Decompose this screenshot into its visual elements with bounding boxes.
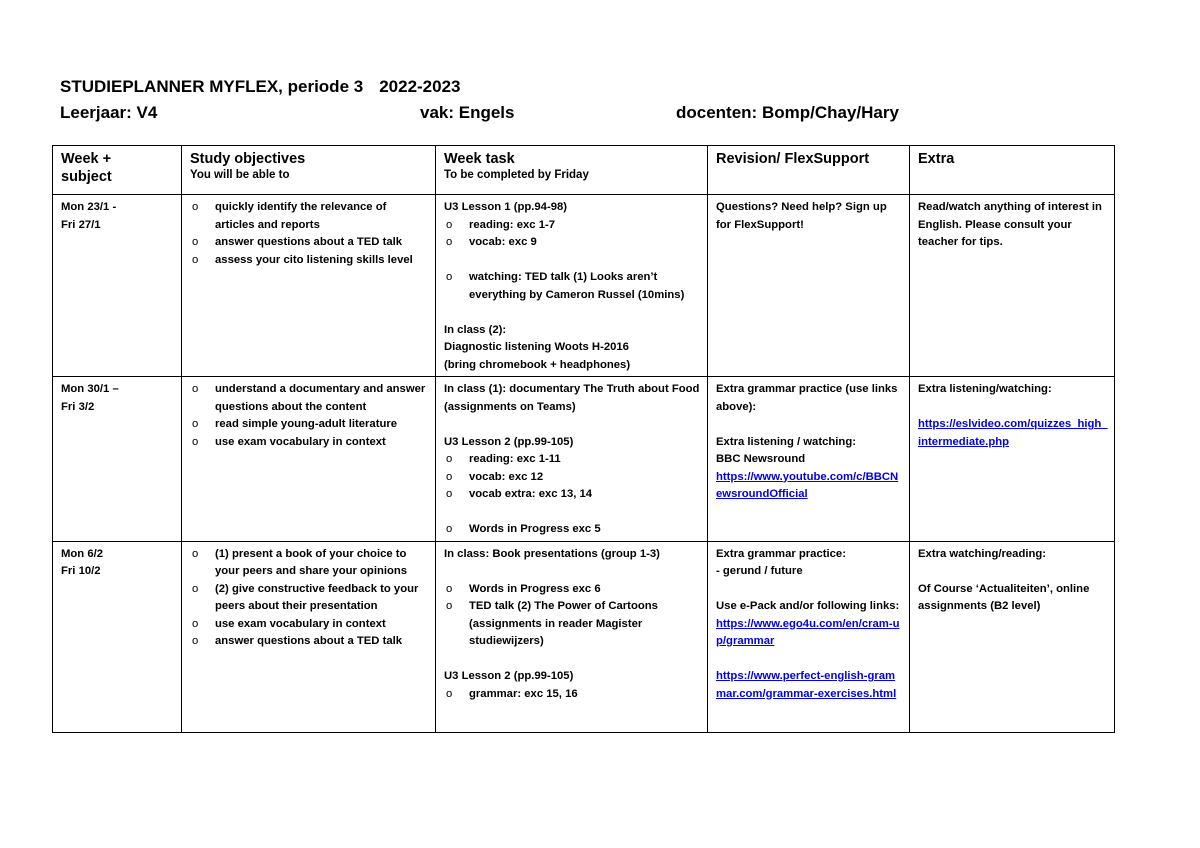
table-row [53, 195, 1115, 377]
col-week: Week + subject [53, 146, 182, 195]
document-title [60, 74, 1140, 100]
list-item: o TED talk (2) The Power of Cartoons (assignments in reader Magister studiewijzers) [444, 598, 701, 651]
list-item: o vocab: exc 12 [444, 469, 701, 487]
list-item: o Words in Progress exc 6 [444, 581, 701, 599]
title-year: 2022-2023 [379, 77, 461, 96]
objectives-cell [182, 195, 436, 377]
list-item: o grammar: exc 15, 16 [444, 686, 701, 704]
title-text: STUDIEPLANNER MYFLEX, periode 3 [60, 77, 364, 96]
list-item: o quickly identify the relevance of articles and reports [190, 199, 429, 234]
eslvideo-link[interactable]: https://eslvideo.com/quizzes_high_intermediate.php [918, 418, 1108, 448]
revision-cell: Extra grammar practice (use links above): Extra listening / watching: BBC Newsround https://www.youtube.com/c/BBCNewsroundOfficial [708, 377, 910, 542]
list-item: o reading: exc 1-11 [444, 451, 701, 469]
col-revision: Revision/ FlexSupport [708, 146, 910, 195]
col-extra: Extra [910, 146, 1115, 195]
objectives-list [190, 546, 429, 651]
document-meta [60, 100, 1140, 126]
objectives-list [190, 381, 429, 451]
table-header-row [53, 146, 1115, 195]
list-item: o understand a documentary and answer questions about the content [190, 381, 429, 416]
task-cell: In class: Book presentations (group 1-3) o Words in Progress exc 6 o TED talk (2) The Power of Cartoons (assignments in reader Magister studiewijzers) U3 Lesson 2 (pp.99-105) o grammar: exc 15, 16 [436, 541, 708, 732]
extra-cell: Extra listening/watching: https://eslvideo.com/quizzes_high_intermediate.php [910, 377, 1115, 542]
list-item: o answer questions about a TED talk [190, 633, 429, 651]
objectives-list [190, 199, 429, 269]
perfect-english-grammar-link[interactable]: https://www.perfect-english-grammar.com/grammar-exercises.html [716, 670, 897, 700]
week-cell: Mon 6/2 Fri 10/2 [53, 541, 182, 732]
list-item: o (1) present a book of your choice to your peers and share your opinions [190, 546, 429, 581]
task-cell: U3 Lesson 1 (pp.94-98) o reading: exc 1-7 o vocab: exc 9 o watching: TED talk (1) Looks aren’t everything by Cameron Russel (10mins) In class (2): Diagnostic listening Woots H-2016 (bring chromebook + headphones) [436, 195, 708, 377]
week-cell: Mon 30/1 – Fri 3/2 [53, 377, 182, 542]
objectives-cell [182, 541, 436, 732]
revision-cell: Questions? Need help? Sign up for FlexSupport! [708, 195, 910, 377]
list-item: o read simple young-adult literature [190, 416, 429, 434]
document-header [60, 74, 1140, 126]
table-row [53, 541, 1115, 732]
week-cell: Mon 23/1 - Fri 27/1 [53, 195, 182, 377]
study-planner-table [52, 145, 1115, 733]
list-item: o use exam vocabulary in context [190, 616, 429, 634]
list-item: o Words in Progress exc 5 [444, 521, 701, 539]
list-item: o watching: TED talk (1) Looks aren’t everything by Cameron Russel (10mins) [444, 269, 701, 304]
list-item: o answer questions about a TED talk [190, 234, 429, 252]
list-item: o use exam vocabulary in context [190, 434, 429, 452]
list-item: o assess your cito listening skills level [190, 252, 429, 270]
list-item: o reading: exc 1-7 [444, 217, 701, 235]
col-objectives: Study objectives You will be able to [182, 146, 436, 195]
list-item: o vocab extra: exc 13, 14 [444, 486, 701, 504]
revision-cell: Extra grammar practice: - gerund / future Use e-Pack and/or following links: https://www.ego4u.com/en/cram-up/grammar https://www.perfect-english-grammar.com/grammar-exercises.html [708, 541, 910, 732]
list-item: o (2) give constructive feedback to your peers about their presentation [190, 581, 429, 616]
ego4u-link[interactable]: https://www.ego4u.com/en/cram-up/grammar [716, 617, 900, 647]
leerjaar-label: Leerjaar: V4 [60, 103, 158, 122]
list-item: o vocab: exc 9 [444, 234, 701, 252]
col-task: Week task To be completed by Friday [436, 146, 708, 195]
extra-cell: Read/watch anything of interest in English. Please consult your teacher for tips. [910, 195, 1115, 377]
vak-label: vak: Engels [420, 103, 515, 122]
bbc-newsround-link[interactable]: https://www.youtube.com/c/BBCNewsroundOfficial [716, 470, 899, 500]
objectives-cell [182, 377, 436, 542]
table-row [53, 377, 1115, 542]
extra-cell: Extra watching/reading: Of Course ‘Actualiteiten’, online assignments (B2 level) [910, 541, 1115, 732]
docenten-label: docenten: Bomp/Chay/Hary [676, 103, 899, 122]
task-cell: In class (1): documentary The Truth about Food (assignments on Teams) U3 Lesson 2 (pp.99-105) o reading: exc 1-11 o vocab: exc 12 o vocab extra: exc 13, 14 o Words in Progress exc 5 [436, 377, 708, 542]
